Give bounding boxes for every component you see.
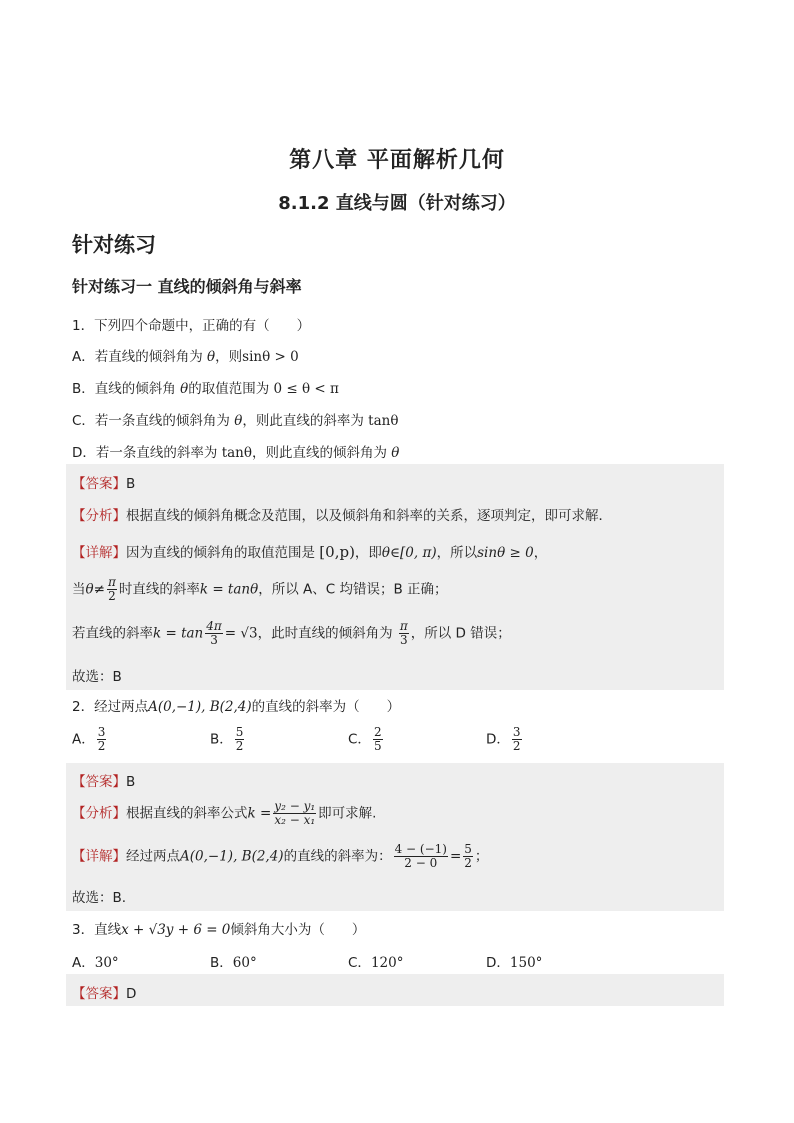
math-interval: [0,p) (319, 543, 355, 561)
math-inline: = √3 (224, 625, 258, 642)
answer-value: D (126, 986, 137, 1002)
q3-solution-block (66, 974, 724, 1006)
detail-text: ，所以 D 错误； (410, 625, 511, 642)
option-value: 150° (509, 955, 543, 971)
detail-text: 经过两点 (126, 848, 180, 865)
option-label: D． (486, 955, 510, 971)
q1-option-b (72, 377, 339, 397)
math-theta: θ (234, 413, 243, 429)
frac-den: 2 (512, 739, 521, 754)
q1-analysis (72, 504, 612, 524)
frac-den: 5 (373, 739, 382, 754)
analysis-tag: 【分析】 (72, 805, 126, 822)
math-equals: = (449, 848, 462, 865)
math-inline: k = tanθ (199, 581, 259, 598)
q1-option-d-math: tanθ (221, 445, 252, 461)
frac-den: 2 − 0 (394, 856, 448, 870)
detail-text: ，所以 (436, 545, 478, 561)
frac-den: 2 (235, 739, 244, 754)
detail-text: 的直线的斜率为： (283, 848, 392, 865)
q2-option-d (486, 726, 524, 753)
frac-num: y₂ − y₁ (274, 799, 316, 813)
q1-option-c (72, 409, 398, 429)
fraction (394, 843, 448, 870)
frac-num: 5 (464, 842, 472, 856)
q1-option-c-math: tanθ (368, 413, 399, 429)
q1-detail-line-1 (72, 541, 547, 561)
subheading: 针对练习一 直线的倾斜角与斜率 (72, 277, 302, 296)
fraction (235, 726, 245, 753)
math-inline: x + √3y + 6 = 0 (121, 922, 231, 938)
q3-stem-text: 3．直线 (72, 922, 122, 938)
frac-den: 2 (108, 589, 116, 604)
math-inline: sinθ ≥ 0 (477, 545, 534, 561)
detail-text: ，即 (354, 545, 382, 561)
q1-detail-line-3 (72, 620, 511, 647)
q3-option-c (348, 951, 403, 971)
answer-tag: 【答案】 (72, 476, 126, 492)
option-label: C． (348, 955, 371, 971)
math-inline: k = tan (153, 625, 204, 642)
q1-option-a-text: A．若直线的倾斜角为 (72, 349, 208, 365)
frac-num: 4π (206, 619, 222, 633)
analysis-tag: 【分析】 (72, 508, 126, 524)
detail-tag: 【详解】 (72, 848, 126, 865)
math-inline: A(0,−1), B(2,4) (180, 848, 284, 865)
q2-option-b (210, 726, 246, 753)
q1-option-a-math: sinθ > 0 (242, 349, 299, 365)
option-label: A． (72, 731, 95, 748)
q1-detail-line-2 (72, 576, 448, 603)
q2-answer (72, 770, 135, 790)
q2-option-c (348, 726, 385, 753)
math-inline: θ≠ (85, 581, 105, 598)
q1-conclusion: 故选：B (72, 669, 122, 685)
math-inline: θ∈[0, π) (381, 545, 437, 561)
frac-num: 3 (512, 725, 521, 739)
fraction (512, 726, 522, 753)
detail-text: ，此时直线的倾斜角为 (257, 625, 397, 642)
answer-value: B (126, 476, 136, 492)
answer-tag: 【答案】 (72, 774, 126, 790)
frac-num: 3 (97, 725, 106, 739)
detail-text: 当 (72, 581, 86, 598)
q3-option-d (486, 951, 542, 971)
math-theta: θ (207, 349, 216, 365)
math-theta: θ (180, 381, 189, 397)
q2-analysis (72, 800, 376, 827)
heading: 针对练习 (72, 233, 156, 257)
q1-option-c-text: C．若一条直线的倾斜角为 (72, 413, 235, 429)
fraction (273, 800, 316, 827)
option-value: 60° (232, 955, 257, 971)
math-theta: θ (391, 445, 400, 461)
q3-answer (72, 982, 136, 1002)
q1-option-d-text: ，则此直线的倾斜角为 (251, 445, 392, 461)
detail-text: 因为直线的倾斜角的取值范围是 (126, 545, 320, 561)
q1-option-d (72, 441, 399, 461)
detail-text: 若直线的斜率 (72, 625, 153, 642)
fraction (97, 726, 107, 753)
q1-option-a (72, 345, 299, 365)
detail-text: 时直线的斜率 (118, 581, 200, 598)
q1-option-a-text: ，则 (215, 349, 243, 365)
q2-stem-text: 的直线的斜率为（ ） (251, 699, 401, 715)
math-inline: A(0,−1), B(2,4) (148, 699, 252, 715)
detail-text: ， (533, 545, 548, 561)
q1-option-c-text: ，则此直线的斜率为 (242, 413, 369, 429)
q3-stem (72, 918, 365, 938)
q2-stem (72, 695, 400, 715)
frac-den: x₂ − x₁ (274, 813, 316, 828)
option-value: 120° (370, 955, 404, 971)
chapter-title: 第八章 平面解析几何 (289, 148, 505, 173)
q2-option-a (72, 726, 108, 753)
analysis-text: 即可求解. (318, 805, 377, 822)
frac-num: 2 (373, 725, 382, 739)
q2-solution-block (66, 763, 724, 911)
frac-den: 3 (400, 633, 408, 648)
detail-text: ，所以 A、C 均错误；B 正确； (258, 581, 448, 598)
q1-option-b-text: B．直线的倾斜角 (72, 381, 181, 397)
q1-option-b-math: 0 ≤ θ < π (273, 381, 339, 397)
answer-tag: 【答案】 (72, 986, 126, 1002)
answer-value: B (126, 774, 136, 790)
detail-tag: 【详解】 (72, 545, 126, 561)
fraction (463, 843, 473, 870)
fraction (107, 576, 117, 603)
q3-stem-text: 倾斜角大小为（ ） (230, 922, 366, 938)
frac-num: 5 (235, 725, 244, 739)
q3-option-a (72, 951, 119, 971)
q1-option-b-text: 的取值范围为 (188, 381, 274, 397)
option-label: C． (348, 731, 371, 748)
option-label: A． (72, 955, 95, 971)
frac-num: π (107, 575, 116, 589)
frac-den: 3 (205, 633, 223, 647)
q1-option-d-text: D．若一条直线的斜率为 (72, 445, 222, 461)
fraction (373, 726, 383, 753)
q2-conclusion: 故选：B. (72, 890, 127, 906)
math-inline: k = (247, 805, 272, 822)
analysis-text: 根据直线的倾斜角概念及范围，以及倾斜角和斜率的关系，逐项判定，即可求解． (126, 508, 612, 524)
frac-den: 2 (97, 739, 106, 754)
q2-detail (72, 843, 488, 870)
q2-stem-text: 2．经过两点 (72, 699, 149, 715)
frac-num: 4 − (−1) (394, 842, 447, 856)
option-value: 30° (94, 955, 119, 971)
frac-den: 2 (464, 856, 472, 871)
analysis-text: 根据直线的斜率公式 (126, 805, 248, 822)
section-title: 8.1.2 直线与圆（针对练习） (278, 193, 516, 214)
frac-num: π (399, 619, 408, 633)
fraction (399, 620, 409, 647)
option-label: D． (486, 731, 510, 748)
q1-answer (72, 472, 135, 492)
q1-stem: 1．下列四个命题中，正确的有（ ） (72, 318, 311, 334)
option-label: B． (210, 955, 233, 971)
fraction (205, 620, 223, 647)
option-label: B． (210, 731, 233, 748)
detail-text: ； (474, 848, 489, 865)
q3-option-b (210, 951, 257, 971)
